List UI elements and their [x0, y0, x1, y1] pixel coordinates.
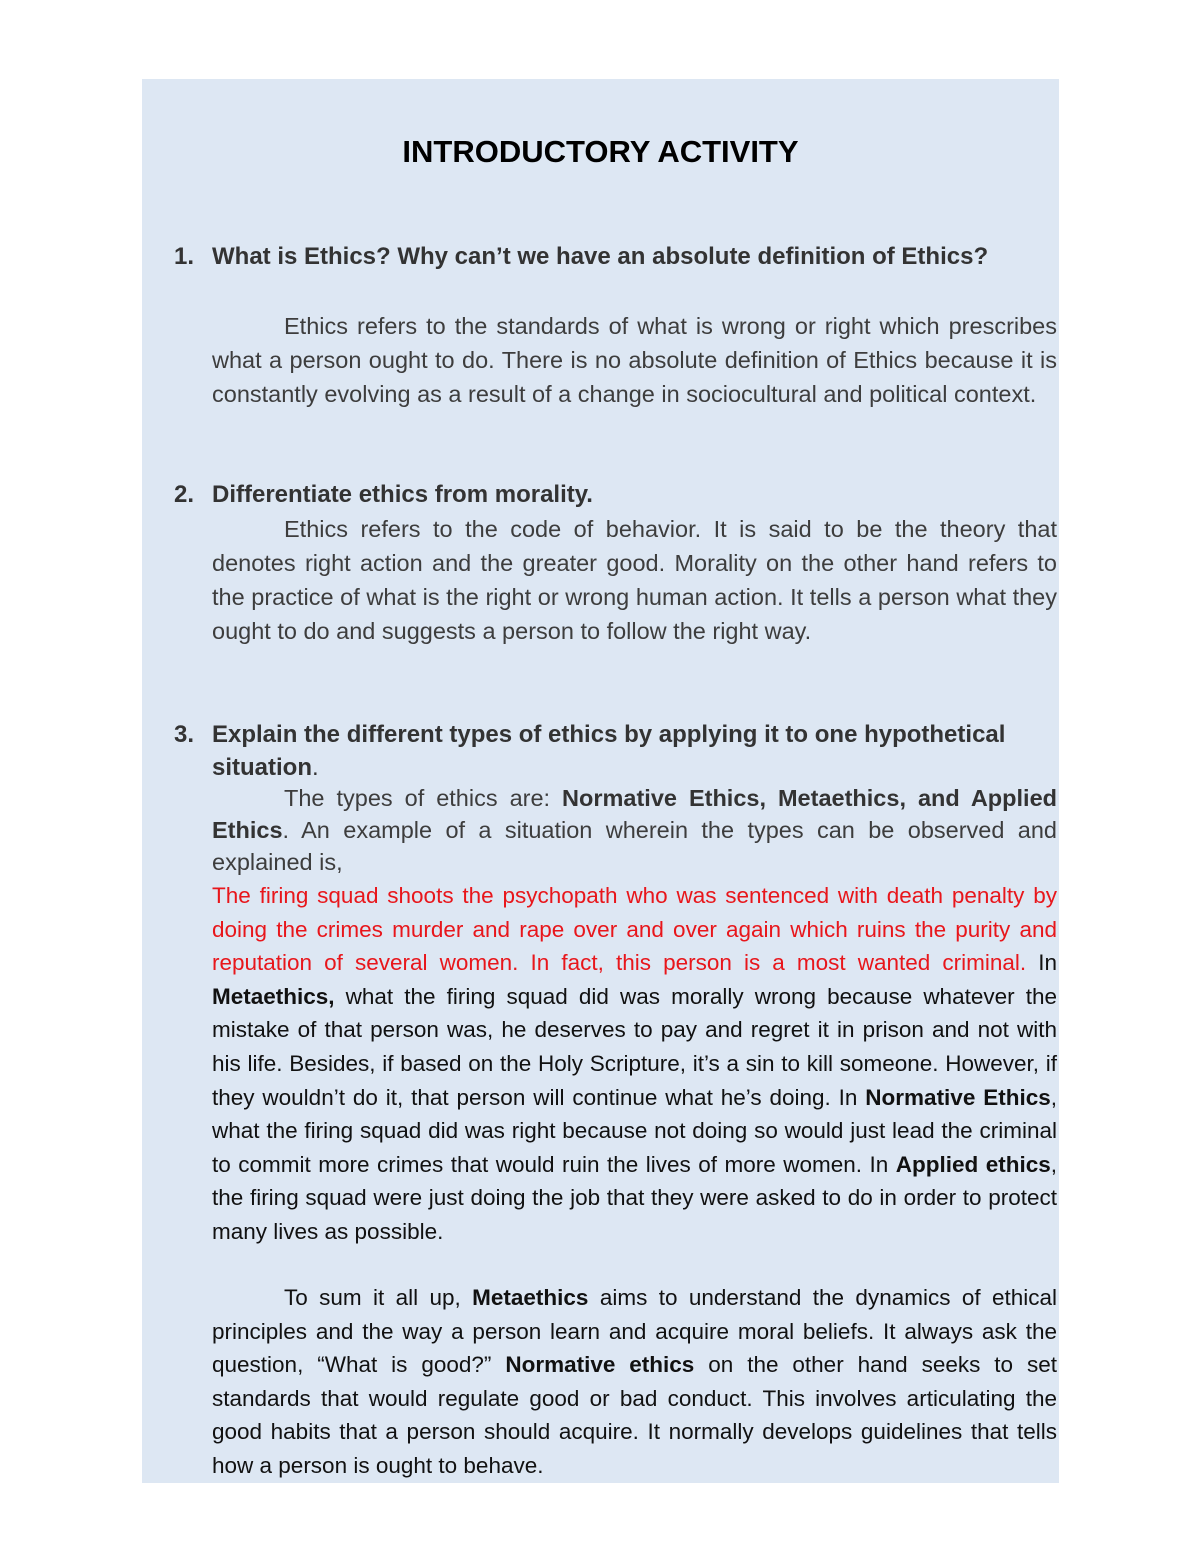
answer-1: Ethics refers to the standards of what is wrong or right which prescribes what a person ought to do. There is no absolute definition of Ethics because it is constantly evolving as a result of a change in sociocultural and political context.: [212, 313, 1057, 407]
question-number: 1.: [174, 243, 195, 270]
example-paragraph: The firing squad shoots the psychopath who was sentenced with death penalty by doing the crimes murder and rape over and over again which ruins the purity and reputation of several women. In fact, this person is a most wanted criminal. In Metaethics, what the firing squad did was morally wrong because whatever the mistake of that person was, he deserves to pay and regret it in prison and not with his life. Besides, if based on the Holy Scripture, it’s a sin to kill someone. However, if they wouldn’t do it, that person will continue what he’s doing. In Normative Ethics, what the firing squad did was right because not doing so would just lead the criminal to commit more crimes that would ruin the lives of more women. In Applied ethics, the firing squad were just doing the job that they were asked to do in order to protect many lives as possible.: [212, 883, 1058, 1244]
example-situation: The firing squad shoots the psychopath who was sentenced with death penalty by doing the crimes murder and rape over and over again which ruins the purity and reputation of several women. In fact, this person is a most wanted criminal.: [212, 883, 1057, 976]
question-number: 2.: [174, 481, 195, 508]
question-1: [174, 240, 1058, 273]
answer-2: Ethics refers to the code of behavior. It is said to be the theory that denotes right action and the greater good. Morality on the other hand refers to the practice of what is the right or wrong human action. It tells a person what they ought to do and suggests a person to follow the right way.: [212, 516, 1057, 644]
question-text: Differentiate ethics from morality.: [212, 481, 593, 508]
question-number: 3.: [174, 721, 195, 748]
question-3: [174, 718, 1058, 784]
summary-paragraph: To sum it all up, Metaethics aims to understand the dynamics of ethical principles and the way a person learn and acquire moral beliefs. It always ask the question, “What is good?” Normative ethics on the other hand seeks to set standards that would regulate good or bad conduct. This involves articulating the good habits that a person should acquire. It normally develops guidelines that tells how a person is ought to behave.: [212, 1285, 1057, 1478]
question-text: What is Ethics? Why can’t we have an absolute definition of Ethics?: [212, 243, 989, 270]
question-2: [174, 478, 1058, 511]
ethics-types: Normative Ethics, Metaethics, and Applied Ethics: [212, 785, 1058, 843]
page-title: INTRODUCTORY ACTIVITY: [402, 134, 799, 169]
question-text: Explain the different types of ethics by applying it to one hypothetical situation.: [212, 721, 1006, 781]
answer-3-intro: The types of ethics are: Normative Ethics, Metaethics, and Applied Ethics. An example of a situation wherein the types can be observed and explained is,: [212, 785, 1058, 875]
